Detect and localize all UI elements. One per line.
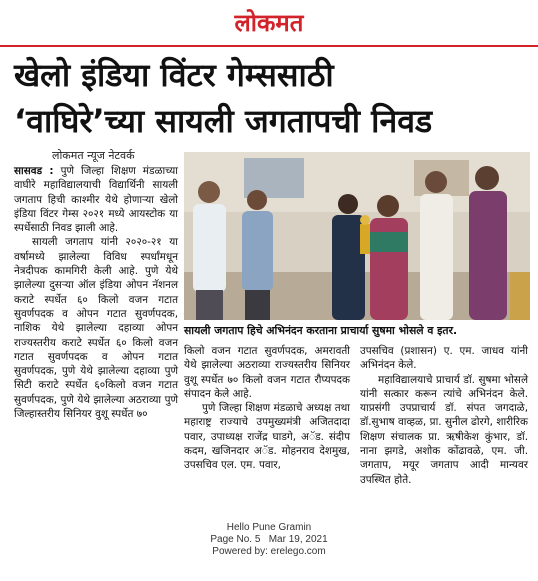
masthead-rule: [0, 45, 538, 47]
article-paragraph: उपसचिव (प्रशासन) ए. एम. जाधव यांनी अभिनंदन केले.: [360, 345, 528, 372]
article-paragraph: सासवड : पुणे जिल्हा शिक्षण मंडळाच्या वाघीरे महाविद्यालयाची विद्यार्थिनी सायली जगताप हिची काश्मीर येथे होणाऱ्या खेलो इंडिया विंटर गेम्स २०२१ मध्ये आयस्टोक या स्पर्धेसाठी निवड झाली आहे.: [14, 165, 178, 235]
footer-edition: Hello Pune Gramin: [226, 522, 312, 533]
footer-page-date: Page No. 5 Mar 19, 2021: [210, 534, 328, 545]
article-paragraph: पुणे जिल्हा शिक्षण मंडळाचे अध्यक्ष तथा महाराष्ट्र राज्याचे उपमुख्यमंत्री अजितदादा पवार, उपाध्यक्ष राजेंद्र घाडगे, अॅड. संदीप कदम, खजिनदार अॅड. मोहनराव देशमुख, उपसचिव एल. एम. पवार,: [184, 402, 350, 472]
article-column-1: [14, 164, 178, 421]
footer-powered-by: Powered by: erelego.com: [212, 546, 326, 557]
headline-line-1: खेलो इंडिया विंटर गेम्ससाठी: [14, 56, 334, 94]
group-photo-illustration: [184, 152, 530, 320]
article-paragraph: महाविद्यालयाचे प्राचार्य डॉ. सुषमा भोसले यांनी सत्कार करून त्यांचे अभिनंदन केले. याप्रसंगी उपप्राचार्य डॉ. संपत जगदाळे, डॉ.सुभाष वाव्हळ, प्रा. सुनील ढोरगे, शारीरिक शिक्षण संचालक प्रा. ऋषीकेश कुंभार, डॉ. नाना झगडे, अशोक कोंढावळे, एम. जी. जगताप, मयूर जगताप आदी मान्यवर उपस्थित होते.: [360, 373, 528, 486]
article-column-2: [184, 344, 350, 473]
article-paragraph: किलो वजन गटात सुवर्णपदक, अमरावती येथे झालेल्या अठराव्या राज्यस्तरीय सिनियर वुशू स्पर्धेत ७० किलो वजन गटात रौप्यपदक संपादन केले आहे.: [184, 345, 350, 400]
photo-caption: सायली जगताप हिचे अभिनंदन करताना प्राचार्या सुषमा भोसले व इतर.: [184, 324, 458, 337]
newspaper-logo: लोकमत: [234, 9, 304, 37]
headline-line-2: ‘वाघिरे’च्या सायली जगतापची निवड: [14, 102, 433, 140]
footer: [0, 522, 538, 558]
byline: लोकमत न्यूज नेटवर्क: [52, 149, 135, 162]
article-paragraph: सायली जगताप यांनी २०२०-२१ या वर्षामध्ये झालेल्या विविध स्पर्धांमधून नेत्रदीपक कामगिरी केली आहे. पुणे येथे झालेल्या दुसऱ्या ऑल इंडिया ओपन नॅशनल कराटे स्पर्धेत ६० किलो वजन गटात सुवर्णपदक व ओपन गटात सुवर्णपदक, नाशिक येथे झालेल्या दहाव्या ओपन राज्यस्तरीय कराटे स्पर्धेत ६० किलो वजन गटात सुवर्णपदक व ओपन गटात सुवर्णपदक, पुणे येथे झालेल्या दहाव्या पुणे सिटी कराटे स्पर्धेत ६०किलो वजन गटात सुवर्णपदक, पुणे येथे झालेल्या अठराव्या पुणे जिल्हास्तरीय सिनियर वुशू स्पर्धेत ७०: [14, 236, 178, 421]
headline: [14, 52, 528, 144]
dateline: सासवड :: [14, 165, 54, 177]
article-photo: [184, 152, 530, 320]
article-column-3: [360, 344, 528, 487]
masthead: [0, 6, 538, 39]
